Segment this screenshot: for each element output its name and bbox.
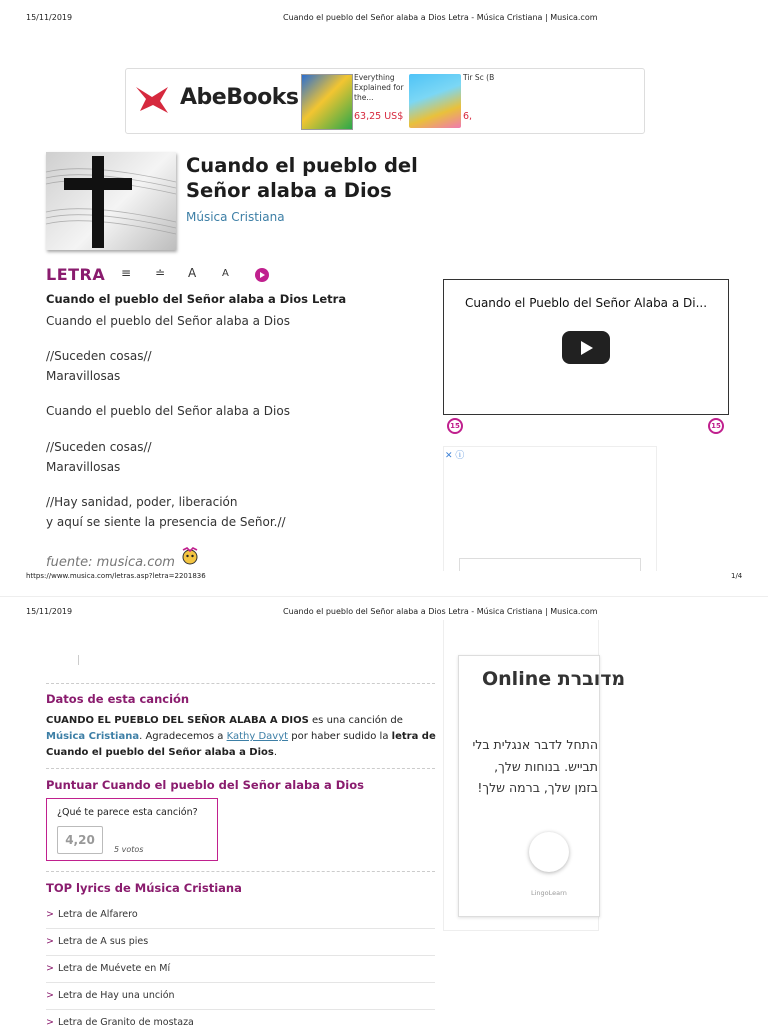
lyric-line: Cuando el pueblo del Señor alaba a Dios xyxy=(46,314,290,328)
song-title xyxy=(186,153,418,203)
song-name-caps: CUANDO EL PUEBLO DEL SEÑOR ALABA A DIOS xyxy=(46,715,309,726)
align-center-icon[interactable]: ≐ xyxy=(155,266,166,280)
top-lyric-label[interactable]: Letra de Granito de mostaza xyxy=(57,1017,194,1028)
page-url: https://www.musica.com/letras.asp?letra=2201836 xyxy=(26,572,206,580)
top-lyric-link[interactable]: > Letra de Hay una unción xyxy=(46,990,175,1001)
rewind-15-icon[interactable]: 15 xyxy=(447,418,463,434)
ad-close-icon[interactable]: ✕ ⓘ xyxy=(445,451,465,461)
uploader-link[interactable]: Kathy Davyt xyxy=(226,731,289,742)
datos-bold: letra de xyxy=(391,731,436,742)
abebooks-brand: AbeBooks xyxy=(180,85,299,110)
book2-description[interactable]: Tir Sc (B xyxy=(463,73,495,82)
print-title: Cuando el pueblo del Señor alaba a Dios Letra - Música Cristiana | Musica.com xyxy=(283,13,598,22)
top-lyric-label[interactable]: Letra de Muévete en Mí xyxy=(57,963,171,974)
datos-text-part: es una canción de xyxy=(308,715,403,726)
lyric-line: y aquí se siente la presencia de Señor.// xyxy=(46,515,286,529)
book1-description[interactable]: Everything Explained for the... xyxy=(354,73,404,102)
lingolearn-logo: LingoLearn xyxy=(531,889,567,897)
top-lyric-label[interactable]: Letra de A sus pies xyxy=(57,936,149,947)
video-player[interactable] xyxy=(443,279,729,415)
section-separator xyxy=(46,871,435,872)
top-lyric-link[interactable]: > Letra de Granito de mostaza xyxy=(46,1017,194,1028)
abebooks-bird-icon xyxy=(134,83,172,115)
language-ad-title[interactable]: מדוברת Online xyxy=(482,668,626,690)
artist-link[interactable]: Música Cristiana xyxy=(186,210,285,224)
list-divider xyxy=(46,1009,435,1010)
lyric-line: Maravillosas xyxy=(46,369,121,383)
book-cover-1[interactable] xyxy=(301,74,353,130)
rating-votes: 5 votos xyxy=(114,845,144,854)
rating-question: ¿Qué te parece esta canción? xyxy=(57,807,198,818)
youtube-play-icon[interactable] xyxy=(562,331,610,364)
forward-15-icon[interactable]: 15 xyxy=(708,418,724,434)
list-divider xyxy=(46,955,435,956)
align-left-icon[interactable]: ≡ xyxy=(121,266,132,280)
rating-value[interactable]: 4,20 xyxy=(57,826,103,854)
side-ad-frame[interactable] xyxy=(443,446,657,571)
ad-action-button[interactable] xyxy=(529,832,569,872)
section-separator xyxy=(46,768,435,769)
page-divider xyxy=(0,596,768,597)
font-increase-icon[interactable]: A xyxy=(188,266,197,280)
top-lyric-link[interactable]: > Letra de Alfarero xyxy=(46,909,138,920)
language-ad-line: בזמן שלך, ברמה שלך! xyxy=(477,780,598,795)
top-lyrics-heading: TOP lyrics de Música Cristiana xyxy=(46,881,242,895)
section-separator xyxy=(46,683,435,684)
print-date: 15/11/2019 xyxy=(26,13,73,22)
lyric-line: Cuando el pueblo del Señor alaba a Dios xyxy=(46,404,290,418)
datos-text-part: . xyxy=(273,747,278,758)
song-title-line2: Señor alaba a Dios xyxy=(186,179,392,202)
lyric-line: //Suceden cosas// xyxy=(46,349,152,363)
lyric-line: //Hay sanidad, poder, liberación xyxy=(46,495,238,509)
song-cover-image xyxy=(46,152,176,250)
datos-text xyxy=(46,713,436,761)
top-lyric-link[interactable]: > Letra de Muévete en Mí xyxy=(46,963,171,974)
datos-bold: Cuando el pueblo del Señor alaba a Dios xyxy=(46,747,274,758)
artist-link[interactable]: Música Cristiana xyxy=(46,731,140,742)
datos-text-part: por haber sudido la xyxy=(288,731,392,742)
top-lyric-link[interactable]: > Letra de A sus pies xyxy=(46,936,149,947)
source-label[interactable]: fuente: musica.com xyxy=(46,555,175,570)
lyric-line: Maravillosas xyxy=(46,460,121,474)
play-icon[interactable] xyxy=(255,268,269,282)
datos-heading: Datos de esta canción xyxy=(46,692,190,706)
page-number: 1/4 xyxy=(731,572,743,580)
top-lyric-label[interactable]: Letra de Alfarero xyxy=(57,909,138,920)
cross-icon xyxy=(46,152,176,250)
side-ad-card[interactable] xyxy=(459,558,641,571)
letra-heading: LETRA xyxy=(46,265,106,284)
print-title: Cuando el pueblo del Señor alaba a Dios Letra - Música Cristiana | Musica.com xyxy=(283,607,598,616)
datos-text-part: . Agradecemos a xyxy=(139,731,227,742)
book1-price[interactable]: 63,25 US$ xyxy=(354,111,404,122)
list-divider xyxy=(46,982,435,983)
lyric-line: //Suceden cosas// xyxy=(46,440,152,454)
rate-heading: Puntuar Cuando el pueblo del Señor alaba a Dios xyxy=(46,778,364,792)
language-ad-line: תבייש. בנוחות שלך, xyxy=(494,759,598,774)
font-decrease-icon[interactable]: A xyxy=(222,268,229,279)
list-divider xyxy=(46,928,435,929)
mascot-icon xyxy=(179,546,201,566)
video-title[interactable]: Cuando el Pueblo del Señor Alaba a Di... xyxy=(464,296,708,310)
divider xyxy=(78,655,79,665)
book-cover-2[interactable] xyxy=(409,74,461,128)
top-lyric-label[interactable]: Letra de Hay una unción xyxy=(57,990,175,1001)
print-date: 15/11/2019 xyxy=(26,607,73,616)
book2-price[interactable]: 6, xyxy=(463,111,473,122)
abebooks-ad[interactable] xyxy=(125,68,645,134)
lyrics-heading: Cuando el pueblo del Señor alaba a Dios Letra xyxy=(46,292,347,306)
song-title-line1: Cuando el pueblo del xyxy=(186,154,418,177)
language-ad-line: התחל לדבר אנגלית בלי xyxy=(472,737,598,752)
